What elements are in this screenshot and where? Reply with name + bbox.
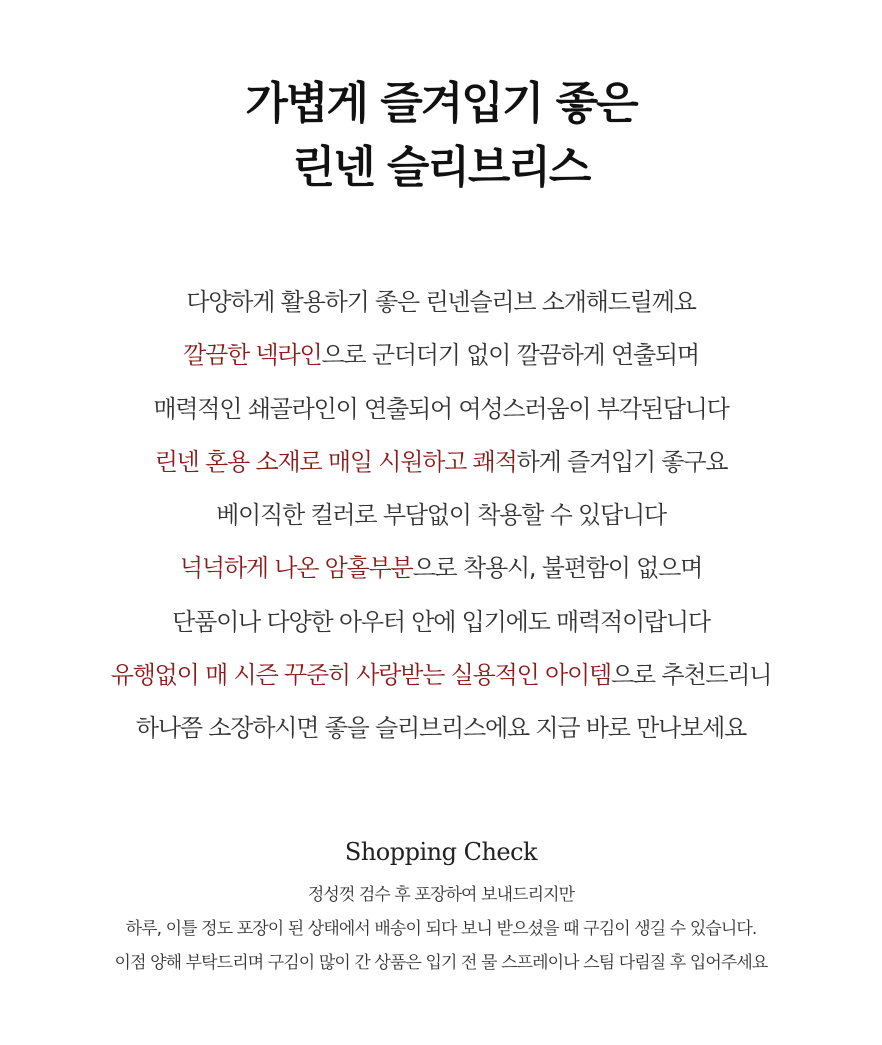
description-line (0, 596, 882, 649)
description-line (0, 489, 882, 542)
description-text: 으로 군더더기 없이 깔끔하게 연출되며 (321, 341, 699, 370)
description-highlight: 깔끔한 넥라인 (183, 341, 322, 370)
description-line (0, 276, 882, 329)
description-text: 매력적인 쇄골라인이 연출되어 여성스러움이 부각된답니다 (153, 394, 729, 423)
description-line (0, 702, 882, 755)
shopping-check-line: 정성껏 검수 후 포장하여 보내드리지만 (307, 885, 575, 905)
description-text: 하나쯤 소장하시면 좋을 슬리브리스에요 지금 바로 만나보세요 (135, 714, 747, 743)
description-text: 으로 추천드리니 (610, 661, 772, 690)
description-text: 베이직한 컬러로 부담없이 착용할 수 있답니다 (216, 501, 666, 530)
description-line (0, 329, 882, 382)
description-text: 으로 착용시, 불편함이 없으며 (412, 554, 703, 583)
description-text: 단품이나 다양한 아우터 안에 입기에도 매력적이랍니다 (172, 607, 710, 636)
shopping-check-section (0, 834, 882, 980)
description-highlight: 유행없이 매 시즌 꾸준히 사랑받는 실용적인 아이템 (110, 661, 611, 690)
description-line (0, 542, 882, 595)
title-line-2: 린넨 슬리브리스 (292, 142, 590, 193)
description-line (0, 383, 882, 436)
title-line-1: 가볍게 즐겨입기 좋은 (245, 78, 637, 129)
product-description (0, 276, 882, 756)
description-line (0, 436, 882, 489)
description-text: 하게 즐겨입기 좋구요 (516, 447, 728, 476)
product-title (0, 72, 882, 200)
shopping-check-line: 이점 양해 부탁드리며 구김이 많이 간 상품은 입기 전 물 스프레이나 스팀 다림질 후 입어주세요 (114, 953, 768, 973)
description-line (0, 649, 882, 702)
shopping-check-title: Shopping Check (344, 838, 538, 866)
description-highlight: 린넨 혼용 소재로 매일 시원하고 쾌적 (154, 447, 517, 476)
description-text: 다양하게 활용하기 좋은 린넨슬리브 소개해드릴께요 (186, 288, 696, 316)
shopping-check-line: 하루, 이틀 정도 포장이 된 상태에서 배송이 되다 보니 받으셨을 때 구김이 생길 수 있습니다. (125, 919, 757, 939)
description-highlight: 넉넉하게 나온 암홀부분 (179, 554, 413, 583)
